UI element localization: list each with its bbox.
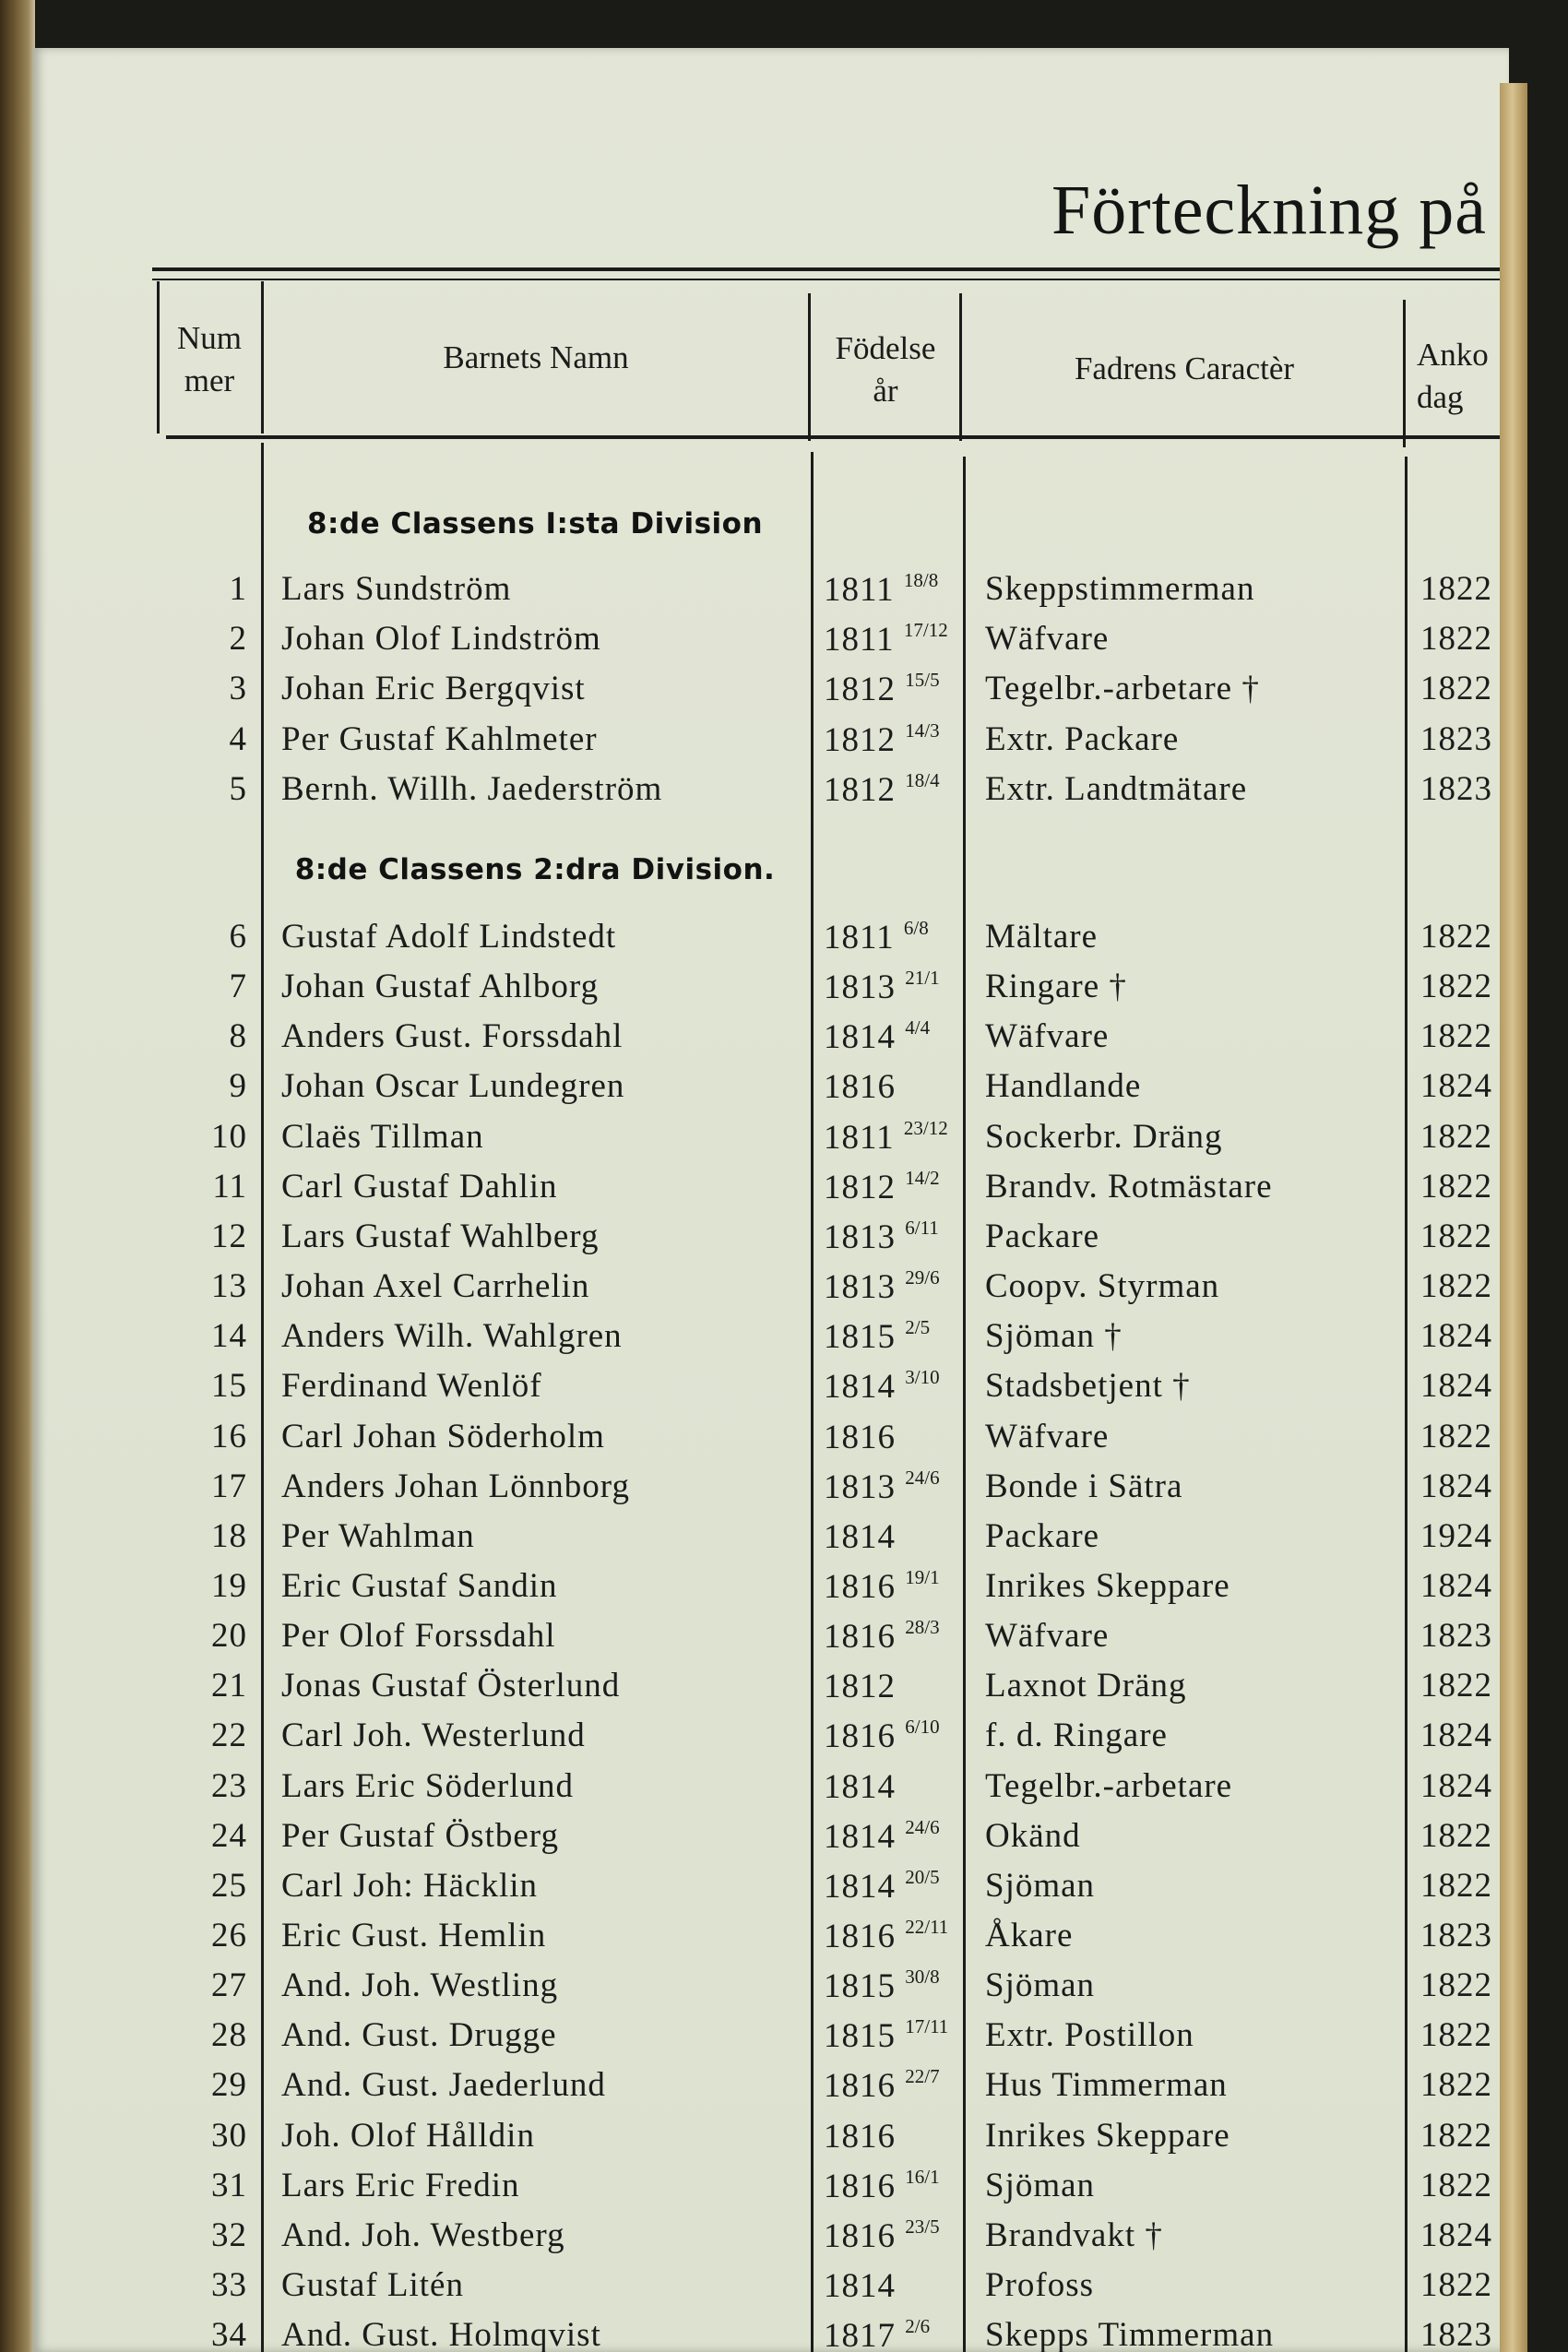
birth-year: 1816 — [824, 2118, 896, 2156]
birth-day-month: 17/11 — [905, 2015, 949, 2037]
father-occupation: Profoss — [985, 2266, 1095, 2304]
header-father: Fadrens Caractèr — [1074, 350, 1295, 386]
table-row — [0, 1866, 1500, 1916]
child-name: Carl Joh: Häcklin — [281, 1867, 539, 1905]
birth-day-month: 6/10 — [905, 1716, 940, 1738]
arrival-year: 1822 — [1420, 2167, 1492, 2204]
birth-day-month: 20/5 — [905, 1866, 940, 1888]
arrival-year: 1824 — [1420, 1467, 1492, 1505]
arrival-year: 1822 — [1420, 1168, 1492, 1206]
table-row — [0, 1467, 1500, 1516]
entry-number: 20 — [211, 1617, 247, 1655]
table-row — [0, 1366, 1500, 1416]
header-birth-line2: år — [873, 373, 898, 409]
table-row — [0, 1666, 1500, 1716]
arrival-year: 1823 — [1420, 720, 1492, 758]
child-name: Eric Gustaf Sandin — [281, 1567, 558, 1605]
table-row — [0, 2015, 1500, 2065]
page-title: Förteckning på — [1051, 172, 1488, 249]
father-occupation: Inrikes Skeppare — [985, 1567, 1230, 1605]
father-occupation: Wäfvare — [985, 620, 1110, 658]
father-occupation: Extr. Postillon — [985, 2016, 1194, 2054]
birth-year: 1812 — [824, 771, 896, 809]
birth-date — [824, 1016, 930, 1057]
arrival-year: 1822 — [1420, 1867, 1492, 1905]
section-heading: 8:de Classens 2:dra Division. — [294, 853, 776, 886]
father-occupation: Extr. Packare — [985, 720, 1180, 758]
birth-date — [824, 1217, 939, 1257]
child-name: Lars Gustaf Wahlberg — [281, 1218, 600, 1255]
birth-year: 1816 — [824, 1717, 896, 1755]
child-name: Lars Sundström — [281, 570, 512, 608]
arrival-year: 1822 — [1420, 2066, 1492, 2104]
arrival-year: 1822 — [1420, 1817, 1492, 1855]
child-name: Anders Wilh. Wahlgren — [281, 1317, 623, 1355]
father-occupation: Mältare — [985, 918, 1099, 956]
birth-day-month: 23/5 — [905, 2215, 940, 2238]
birth-date — [824, 2065, 940, 2106]
table-row — [0, 619, 1500, 669]
child-name: Joh. Olof Hålldin — [281, 2117, 535, 2155]
entry-number: 23 — [211, 1767, 247, 1805]
child-name: Johan Eric Bergqvist — [281, 670, 586, 707]
entry-number: 27 — [211, 1966, 247, 2004]
header-birth — [812, 327, 959, 412]
arrival-year: 1823 — [1420, 770, 1492, 808]
header-number-line1: Num — [177, 320, 242, 356]
arrival-year: 1824 — [1420, 1317, 1492, 1355]
table-row — [0, 1266, 1500, 1316]
birth-year: 1816 — [824, 2217, 896, 2255]
father-occupation: Sjöman — [985, 1966, 1096, 2004]
birth-year: 1816 — [824, 1419, 896, 1456]
child-name: Claës Tillman — [281, 1118, 484, 1156]
birth-year: 1814 — [824, 1768, 896, 1806]
birth-year: 1814 — [824, 2267, 896, 2305]
top-rule — [152, 267, 1500, 271]
father-occupation: Extr. Landtmätare — [985, 770, 1248, 808]
father-occupation: Wäfvare — [985, 1418, 1110, 1455]
birth-day-month: 6/8 — [903, 917, 929, 939]
arrival-year: 1822 — [1420, 918, 1492, 956]
birth-date — [824, 1666, 896, 1706]
birth-day-month: 17/12 — [903, 619, 948, 641]
birth-day-month: 3/10 — [905, 1366, 940, 1388]
table-row — [0, 769, 1500, 819]
entry-number: 1 — [229, 570, 247, 608]
entry-number: 33 — [211, 2266, 247, 2304]
entry-number: 5 — [229, 770, 247, 808]
birth-day-month: 28/3 — [905, 1616, 940, 1638]
table-row — [0, 917, 1500, 967]
birth-date — [824, 1566, 940, 1607]
child-name: Lars Eric Fredin — [281, 2167, 520, 2204]
child-name: Anders Johan Lönnborg — [281, 1467, 630, 1505]
arrival-year: 1822 — [1420, 1267, 1492, 1305]
entry-number: 21 — [211, 1667, 247, 1705]
entry-number: 2 — [229, 620, 247, 658]
birth-year: 1811 — [824, 621, 895, 659]
arrival-year: 1822 — [1420, 1017, 1492, 1055]
birth-day-month: 16/1 — [905, 2166, 940, 2188]
entry-number: 3 — [229, 670, 247, 707]
birth-year: 1814 — [824, 1518, 896, 1556]
entry-number: 10 — [211, 1118, 247, 1156]
table-row — [0, 2215, 1500, 2265]
birth-date — [824, 1716, 940, 1756]
birth-date — [824, 1266, 940, 1307]
entry-number: 19 — [211, 1567, 247, 1605]
father-occupation: Åkare — [985, 1917, 1074, 1954]
birth-date — [824, 769, 940, 810]
birth-year: 1814 — [824, 1018, 896, 1056]
column-divider — [808, 293, 811, 441]
child-name: Johan Gustaf Ahlborg — [281, 968, 600, 1005]
birth-date — [824, 1516, 896, 1557]
father-occupation: Handlande — [985, 1067, 1142, 1105]
birth-year: 1816 — [824, 1618, 896, 1656]
birth-year: 1817 — [824, 2317, 896, 2352]
child-name: Carl Gustaf Dahlin — [281, 1168, 558, 1206]
birth-year: 1813 — [824, 1218, 896, 1256]
child-name: And. Joh. Westberg — [281, 2216, 565, 2254]
table-row — [0, 1217, 1500, 1266]
header-rule — [166, 435, 1500, 439]
birth-year: 1816 — [824, 1918, 896, 1955]
birth-date — [824, 2015, 948, 2056]
birth-date — [824, 1916, 948, 1956]
table-row — [0, 1916, 1500, 1966]
entry-number: 7 — [229, 968, 247, 1005]
child-name: And. Gust. Drugge — [281, 2016, 557, 2054]
table-row — [0, 1417, 1500, 1467]
page-edge — [1500, 83, 1527, 2352]
child-name: Ferdinand Wenlöf — [281, 1367, 542, 1405]
entry-number: 4 — [229, 720, 247, 758]
father-occupation: Tegelbr.-arbetare — [985, 1767, 1233, 1805]
entry-number: 18 — [211, 1517, 247, 1555]
arrival-year: 1822 — [1420, 620, 1492, 658]
father-occupation: Wäfvare — [985, 1617, 1110, 1655]
birth-day-month: 30/8 — [905, 1966, 940, 1988]
birth-date — [824, 1366, 940, 1407]
birth-date — [824, 1966, 940, 2006]
table-row — [0, 1816, 1500, 1866]
table-row — [0, 1316, 1500, 1366]
entry-number: 16 — [211, 1418, 247, 1455]
child-name: And. Gust. Holmqvist — [281, 2316, 601, 2352]
birth-date — [824, 1117, 948, 1158]
child-name: Gustaf Litén — [281, 2266, 464, 2304]
entry-number: 15 — [211, 1367, 247, 1405]
child-name: Per Gustaf Kahlmeter — [281, 720, 598, 758]
entry-number: 8 — [229, 1017, 247, 1055]
father-occupation: Inrikes Skeppare — [985, 2117, 1230, 2155]
child-name: Lars Eric Söderlund — [281, 1767, 574, 1805]
entry-number: 13 — [211, 1267, 247, 1305]
birth-date — [824, 1167, 940, 1207]
father-occupation: Brandv. Rotmästare — [985, 1168, 1273, 1206]
section-heading: 8:de Classens I:sta Division — [306, 507, 764, 540]
arrival-year: 1822 — [1420, 2266, 1492, 2304]
arrival-year: 1822 — [1420, 1667, 1492, 1705]
birth-date — [824, 1066, 896, 1107]
birth-date — [824, 1766, 896, 1807]
table-row — [0, 719, 1500, 769]
birth-day-month: 2/5 — [905, 1316, 931, 1338]
birth-date — [824, 1616, 940, 1657]
father-occupation: Skeppstimmerman — [985, 570, 1255, 608]
father-occupation: f. d. Ringare — [985, 1716, 1168, 1754]
entry-number: 26 — [211, 1917, 247, 1954]
entry-number: 22 — [211, 1716, 247, 1754]
header-number-line2: mer — [184, 362, 235, 398]
father-occupation: Tegelbr.-arbetare † — [985, 670, 1260, 707]
arrival-year: 1822 — [1420, 1218, 1492, 1255]
birth-year: 1812 — [824, 1169, 896, 1206]
father-occupation: Packare — [985, 1218, 1100, 1255]
entry-number: 25 — [211, 1867, 247, 1905]
table-row — [0, 1117, 1500, 1167]
father-occupation: Sockerbr. Dräng — [985, 1118, 1223, 1156]
header-number — [159, 317, 260, 402]
entry-number: 29 — [211, 2066, 247, 2104]
birth-date — [824, 1316, 930, 1357]
father-occupation: Sjöman — [985, 2167, 1096, 2204]
father-occupation: Stadsbetjent † — [985, 1367, 1191, 1405]
arrival-year: 1822 — [1420, 1966, 1492, 2004]
entry-number: 24 — [211, 1817, 247, 1855]
entry-number: 31 — [211, 2167, 247, 2204]
father-occupation: Skepps Timmerman — [985, 2316, 1275, 2352]
birth-day-month: 14/2 — [905, 1167, 940, 1189]
table-row — [0, 2166, 1500, 2215]
entry-number: 14 — [211, 1317, 247, 1355]
birth-day-month: 4/4 — [905, 1016, 931, 1039]
child-name: Eric Gust. Hemlin — [281, 1917, 547, 1954]
birth-year: 1816 — [824, 1068, 896, 1106]
birth-day-month: 21/1 — [905, 967, 940, 989]
birth-year: 1812 — [824, 721, 896, 759]
birth-date — [824, 1866, 940, 1907]
birth-date — [824, 1417, 896, 1457]
birth-day-month: 2/6 — [905, 2315, 931, 2337]
birth-date — [824, 1467, 940, 1507]
father-occupation: Hus Timmerman — [985, 2066, 1228, 2104]
header-arrival — [1408, 334, 1509, 419]
father-occupation: Brandvakt † — [985, 2216, 1163, 2254]
birth-year: 1812 — [824, 671, 896, 708]
father-occupation: Sjöman — [985, 1867, 1096, 1905]
child-name: Jonas Gustaf Österlund — [281, 1667, 621, 1705]
child-name: And. Joh. Westling — [281, 1966, 559, 2004]
entry-number: 6 — [229, 918, 247, 956]
table-row — [0, 1966, 1500, 2015]
table-row — [0, 1016, 1500, 1066]
birth-day-month: 15/5 — [905, 669, 940, 691]
birth-year: 1813 — [824, 1468, 896, 1506]
arrival-year: 1824 — [1420, 1767, 1492, 1805]
child-name: Anders Gust. Forssdahl — [281, 1017, 624, 1055]
child-name: And. Gust. Jaederlund — [281, 2066, 606, 2104]
arrival-year: 1822 — [1420, 2117, 1492, 2155]
table-row — [0, 1167, 1500, 1217]
birth-year: 1814 — [824, 1818, 896, 1856]
table-row — [0, 1616, 1500, 1666]
table-row — [0, 2265, 1500, 2315]
birth-year: 1813 — [824, 1268, 896, 1306]
birth-year: 1816 — [824, 1568, 896, 1606]
birth-day-month: 6/11 — [905, 1217, 939, 1239]
birth-day-month: 14/3 — [905, 719, 940, 742]
father-occupation: Coopv. Styrman — [985, 1267, 1220, 1305]
table-row — [0, 2065, 1500, 2115]
table-row — [0, 1566, 1500, 1616]
column-divider — [959, 293, 962, 441]
entry-number: 9 — [229, 1067, 247, 1105]
arrival-year: 1822 — [1420, 968, 1492, 1005]
father-occupation: Laxnot Dräng — [985, 1667, 1187, 1705]
birth-year: 1815 — [824, 2017, 896, 2055]
arrival-year: 1824 — [1420, 1567, 1492, 1605]
header-birth-line1: Födelse — [835, 330, 936, 366]
arrival-year: 1823 — [1420, 1917, 1492, 1954]
birth-day-month: 29/6 — [905, 1266, 940, 1289]
entry-number: 32 — [211, 2216, 247, 2254]
birth-year: 1813 — [824, 968, 896, 1006]
father-occupation: Bonde i Sätra — [985, 1467, 1183, 1505]
table-row — [0, 1766, 1500, 1816]
child-name: Carl Johan Söderholm — [281, 1418, 605, 1455]
table-row — [0, 669, 1500, 719]
birth-date — [824, 967, 940, 1007]
arrival-year: 1822 — [1420, 1418, 1492, 1455]
birth-date — [824, 2265, 896, 2306]
table-row — [0, 2116, 1500, 2166]
father-occupation: Okänd — [985, 1817, 1081, 1855]
father-occupation: Sjöman † — [985, 1317, 1123, 1355]
birth-day-month: 18/8 — [903, 569, 939, 591]
arrival-year: 1824 — [1420, 1367, 1492, 1405]
entry-number: 30 — [211, 2117, 247, 2155]
arrival-year: 1822 — [1420, 670, 1492, 707]
birth-year: 1812 — [824, 1668, 896, 1705]
birth-date — [824, 619, 948, 659]
arrival-year: 1824 — [1420, 1067, 1492, 1105]
entry-number: 28 — [211, 2016, 247, 2054]
father-occupation: Ringare † — [985, 968, 1127, 1005]
birth-date — [824, 569, 938, 610]
birth-date — [824, 2215, 940, 2256]
child-name: Bernh. Willh. Jaederström — [281, 770, 663, 808]
arrival-year: 1822 — [1420, 2016, 1492, 2054]
table-row — [0, 967, 1500, 1016]
table-row — [0, 1516, 1500, 1566]
birth-day-month: 24/6 — [905, 1816, 940, 1838]
table-row — [0, 1716, 1500, 1765]
birth-date — [824, 2315, 930, 2352]
birth-date — [824, 719, 940, 760]
child-name: Johan Axel Carrhelin — [281, 1267, 590, 1305]
table-row — [0, 2315, 1500, 2352]
child-name: Carl Joh. Westerlund — [281, 1716, 586, 1754]
birth-day-month: 18/4 — [905, 769, 940, 791]
arrival-year: 1924 — [1420, 1517, 1492, 1555]
birth-day-month: 22/11 — [905, 1916, 949, 1938]
birth-date — [824, 917, 929, 957]
arrival-year: 1822 — [1420, 1118, 1492, 1156]
birth-year: 1816 — [824, 2168, 896, 2205]
table-row — [0, 1066, 1500, 1116]
birth-date — [824, 2166, 940, 2206]
birth-year: 1814 — [824, 1368, 896, 1406]
birth-date — [824, 1816, 940, 1857]
child-name: Johan Oscar Lundegren — [281, 1067, 625, 1105]
father-occupation: Packare — [985, 1517, 1100, 1555]
birth-day-month: 22/7 — [905, 2065, 940, 2087]
birth-day-month: 19/1 — [905, 1566, 940, 1588]
birth-year: 1811 — [824, 1119, 895, 1157]
birth-year: 1815 — [824, 1318, 896, 1356]
arrival-year: 1822 — [1420, 570, 1492, 608]
child-name: Gustaf Adolf Lindstedt — [281, 918, 617, 956]
entry-number: 17 — [211, 1467, 247, 1505]
child-name: Per Gustaf Östberg — [281, 1817, 559, 1855]
entry-number: 11 — [212, 1168, 247, 1206]
birth-day-month: 24/6 — [905, 1467, 940, 1489]
child-name: Johan Olof Lindström — [281, 620, 601, 658]
child-name: Per Wahlman — [281, 1517, 475, 1555]
arrival-year: 1824 — [1420, 2216, 1492, 2254]
header-arrival-line2: dag — [1417, 379, 1464, 415]
arrival-year: 1823 — [1420, 1617, 1492, 1655]
entry-number: 12 — [211, 1218, 247, 1255]
arrival-year: 1824 — [1420, 1716, 1492, 1754]
entry-number: 34 — [211, 2316, 247, 2352]
birth-year: 1811 — [824, 919, 895, 956]
birth-year: 1811 — [824, 571, 895, 609]
table-row — [0, 569, 1500, 619]
birth-date — [824, 2116, 896, 2156]
birth-year: 1814 — [824, 1868, 896, 1906]
birth-day-month: 23/12 — [903, 1117, 948, 1139]
top-rule-thin — [152, 279, 1500, 280]
child-name: Per Olof Forssdahl — [281, 1617, 556, 1655]
birth-year: 1815 — [824, 1967, 896, 2005]
header-name: Barnets Namn — [443, 339, 629, 375]
father-occupation: Wäfvare — [985, 1017, 1110, 1055]
birth-year: 1816 — [824, 2067, 896, 2105]
birth-date — [824, 669, 940, 709]
arrival-year: 1823 — [1420, 2316, 1492, 2352]
header-arrival-line1: Anko — [1417, 337, 1489, 373]
